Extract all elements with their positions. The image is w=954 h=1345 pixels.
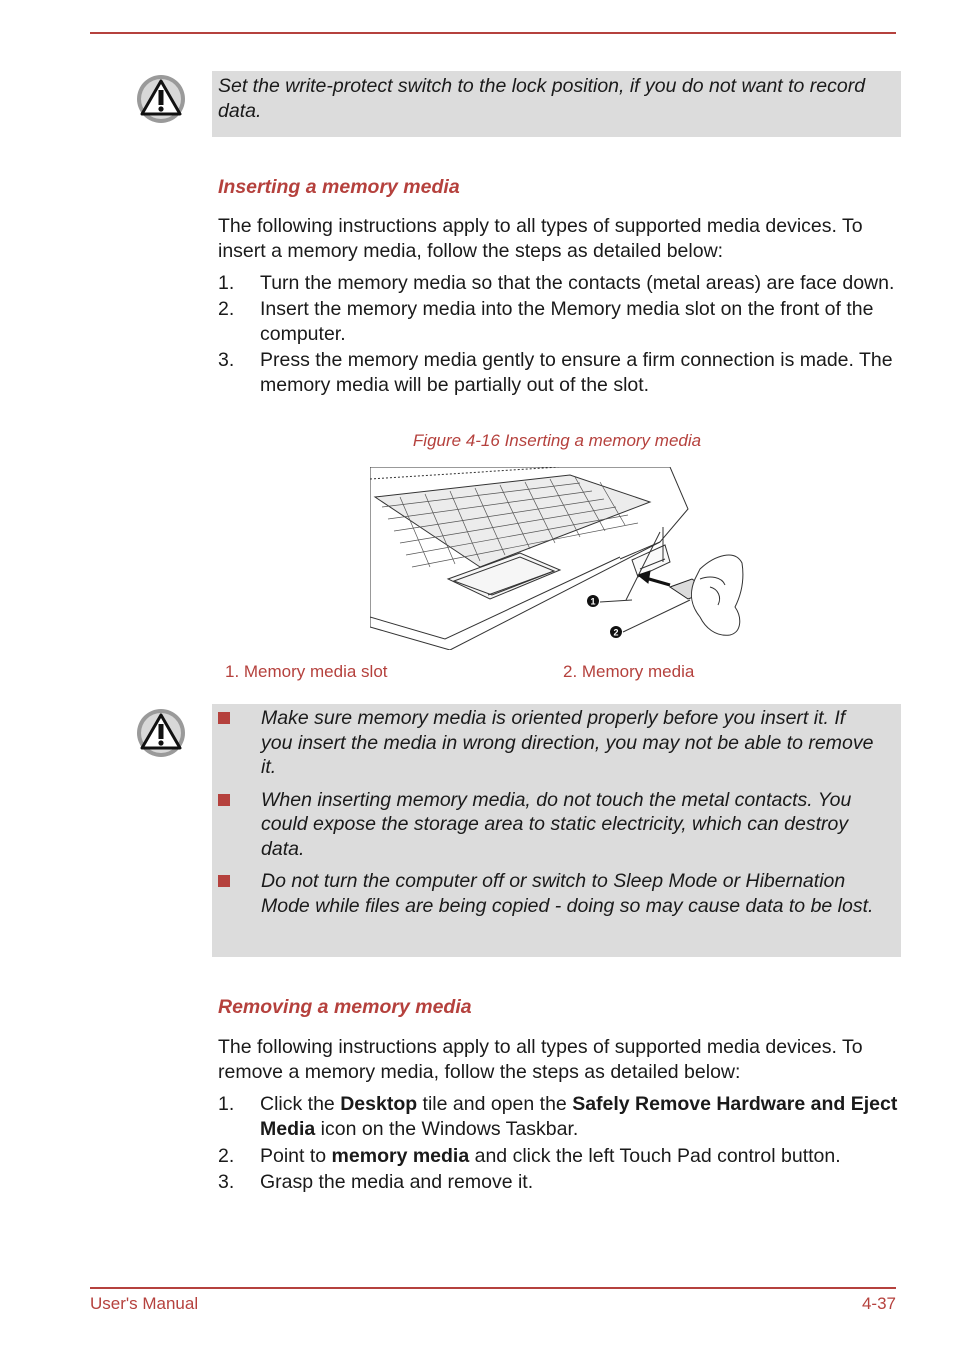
- step-text: [260, 1145, 841, 1167]
- caution-note: [212, 71, 901, 137]
- step-text: Turn the memory media so that the contacts (metal areas) are face down.: [260, 272, 895, 294]
- caution-icon: [136, 74, 186, 124]
- section-heading-inserting: Inserting a memory media: [218, 176, 460, 198]
- inserting-intro: The following instructions apply to all types of supported media devices. To insert a memory media, follow the steps as detailed below:: [218, 215, 863, 262]
- inserting-steps: [218, 271, 898, 399]
- step-number: 1.: [218, 272, 235, 294]
- step-number: 2.: [218, 298, 235, 320]
- header-rule: [90, 32, 896, 34]
- legend-item-media: 2. Memory media: [563, 662, 695, 681]
- step-text: Grasp the media and remove it.: [260, 1171, 534, 1193]
- footer-rule: [90, 1287, 896, 1289]
- step-number: 1.: [218, 1093, 235, 1115]
- list-item: [212, 869, 901, 918]
- list-item: [212, 706, 901, 780]
- legend-item-slot: 1. Memory media slot: [225, 662, 388, 681]
- memory-media-term: memory media: [331, 1145, 470, 1167]
- callout-2: 2: [613, 627, 619, 638]
- bullet-text: Do not turn the computer off or switch to Sleep Mode or Hibernation Mode while files are being copied - doing so may cause data to be lost.: [261, 870, 874, 917]
- list-item: [218, 1144, 898, 1169]
- caution-bullets: [212, 706, 901, 926]
- caution-note-text: Set the write-protect switch to the lock position, if you do not want to record data.: [218, 75, 866, 122]
- list-item: [218, 271, 898, 296]
- list-item: [212, 788, 901, 862]
- bullet-text: When inserting memory media, do not touch the metal contacts. You could expose the storage area to static electricity, which can destroy data.: [261, 788, 852, 860]
- step-text-part: Point to: [260, 1145, 332, 1167]
- step-number: 3.: [218, 349, 235, 371]
- bullet-square-icon: [218, 712, 230, 724]
- callout-1: 1: [590, 596, 596, 607]
- section-heading-removing: Removing a memory media: [218, 996, 472, 1018]
- step-text: Press the memory media gently to ensure a firm connection is made. The memory media will be partially out of the slot.: [260, 349, 893, 396]
- step-text-part: tile and open the: [417, 1093, 573, 1115]
- list-item: [218, 348, 898, 398]
- removing-steps: [218, 1092, 898, 1196]
- removing-intro: The following instructions apply to all types of supported media devices. To remove a memory media, follow the steps as detailed below:: [218, 1036, 863, 1083]
- step-text: [260, 1093, 897, 1140]
- step-text-part: icon on the Windows Taskbar.: [315, 1118, 579, 1140]
- figure-caption: Figure 4-16 Inserting a memory media: [412, 431, 702, 450]
- step-text-part: and click the left Touch Pad control button.: [469, 1145, 841, 1167]
- page-number: 4-37: [861, 1294, 896, 1313]
- bullet-square-icon: [218, 875, 230, 887]
- step-number: 2.: [218, 1145, 235, 1167]
- bullet-text: Make sure memory media is oriented properly before you insert it. If you insert the media in wrong direction, you may not be able to remove it.: [261, 707, 874, 778]
- desktop-tile-term: Desktop: [340, 1093, 418, 1115]
- step-number: 3.: [218, 1171, 235, 1193]
- safely-remove-term: Safely Remove Hardware and Eject Media: [260, 1093, 898, 1140]
- list-item: [218, 1170, 898, 1195]
- caution-icon: [136, 708, 186, 758]
- list-item: [218, 1092, 898, 1142]
- list-item: [218, 297, 898, 347]
- footer-manual-title: User's Manual: [90, 1294, 199, 1313]
- step-text-part: Click the: [260, 1093, 341, 1115]
- step-text: Insert the memory media into the Memory media slot on the front of the computer.: [260, 298, 874, 345]
- bullet-square-icon: [218, 794, 230, 806]
- laptop-memory-media-illustration: [370, 467, 745, 650]
